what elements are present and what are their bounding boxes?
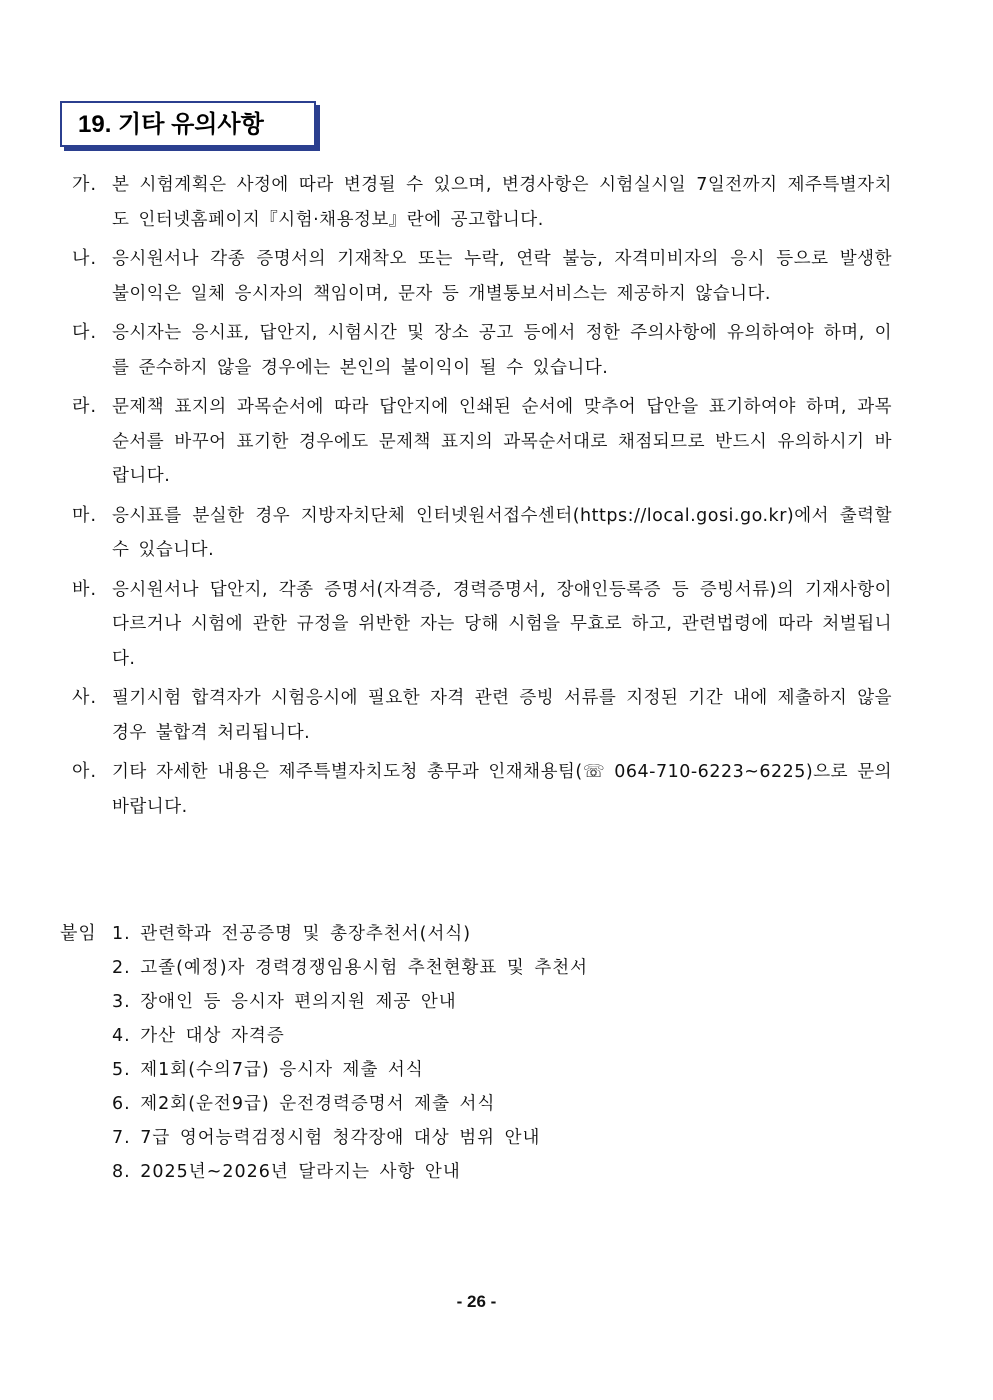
- note-item: [72, 573, 892, 677]
- note-label: 나.: [72, 248, 98, 269]
- note-label: 다.: [72, 322, 98, 343]
- attachment-item: 1. 관련학과 전공증명 및 총장추천서(서식): [112, 924, 472, 944]
- note-text: 기타 자세한 내용은 제주특별자치도청 총무과 인재채용팀(☏ 064-710-6223~6225)으로 문의 바랍니다.: [112, 762, 892, 817]
- note-text: 응시자는 응시표, 답안지, 시험시간 및 장소 공고 등에서 정한 주의사항에 유의하여야 하며, 이를 준수하지 않을 경우에는 본인의 불이익이 될 수 있습니다.: [112, 323, 892, 378]
- attachment-item: 5. 제1회(수의7급) 응시자 제출 서식: [112, 1060, 424, 1080]
- note-item: [72, 499, 892, 568]
- section-heading-box: [60, 101, 316, 147]
- attachment-item: 2. 고졸(예정)자 경력경쟁임용시험 추천현황표 및 추천서: [112, 958, 589, 978]
- note-item: [72, 316, 892, 385]
- page-number: - 26 -: [456, 1292, 497, 1311]
- note-text: 필기시험 합격자가 시험응시에 필요한 자격 관련 증빙 서류를 지정된 기간 내에 제출하지 않을 경우 불합격 처리됩니다.: [112, 688, 892, 743]
- attachments-section: [60, 917, 880, 1189]
- note-label: 마.: [72, 504, 98, 526]
- note-text: 응시표를 분실한 경우 지방자치단체 인터넷원서접수센터(https://local.gosi.go.kr)에서 출력할 수 있습니다.: [112, 505, 892, 560]
- note-item: [72, 681, 892, 750]
- note-label: 바.: [72, 578, 98, 600]
- attachment-item: 6. 제2회(운전9급) 운전경력증명서 제출 서식: [112, 1094, 496, 1114]
- attachment-item: 8. 2025년~2026년 달라지는 사항 안내: [112, 1162, 461, 1182]
- note-text: 응시원서나 각종 증명서의 기재착오 또는 누락, 연락 불능, 자격미비자의 응시 등으로 발생한 불이익은 일체 응시자의 책임이며, 문자 등 개별통보서비스는 제공하지 않습니다.: [112, 249, 892, 304]
- attachment-item: 4. 가산 대상 자격증: [112, 1026, 285, 1046]
- attachments-label: 붙임: [60, 923, 97, 944]
- notes-list: [72, 168, 892, 824]
- note-item: [72, 390, 892, 494]
- section-title: 19. 기타 유의사항: [78, 111, 264, 138]
- note-label: 사.: [72, 687, 98, 708]
- attachments-list: [60, 917, 880, 1189]
- note-label: 아.: [72, 761, 98, 782]
- attachment-item: 7. 7급 영어능력검정시험 청각장애 대상 범위 안내: [112, 1128, 541, 1148]
- note-label: 가.: [72, 174, 98, 195]
- note-text: 본 시험계획은 사정에 따라 변경될 수 있으며, 변경사항은 시험실시일 7일전까지 제주특별자치도 인터넷홈페이지『시험·채용정보』란에 공고합니다.: [112, 175, 892, 230]
- note-item: [72, 168, 892, 237]
- attachment-item: 3. 장애인 등 응시자 편의지원 제공 안내: [112, 992, 457, 1012]
- note-item: [72, 755, 892, 824]
- note-text: 문제책 표지의 과목순서에 따라 답안지에 인쇄된 순서에 맞추어 답안을 표기하여야 하며, 과목 순서를 바꾸어 표기한 경우에도 문제책 표지의 과목순서대로 채점되므로 반드시 유의하시기 바랍니다.: [112, 397, 892, 486]
- note-text: 응시원서나 답안지, 각종 증명서(자격증, 경력증명서, 장애인등록증 등 증빙서류)의 기재사항이 다르거나 시험에 관한 규정을 위반한 자는 당해 시험을 무효로 하고, 관련법령에 따라 처벌됩니다.: [112, 579, 892, 669]
- note-item: [72, 242, 892, 311]
- note-label: 라.: [72, 396, 98, 417]
